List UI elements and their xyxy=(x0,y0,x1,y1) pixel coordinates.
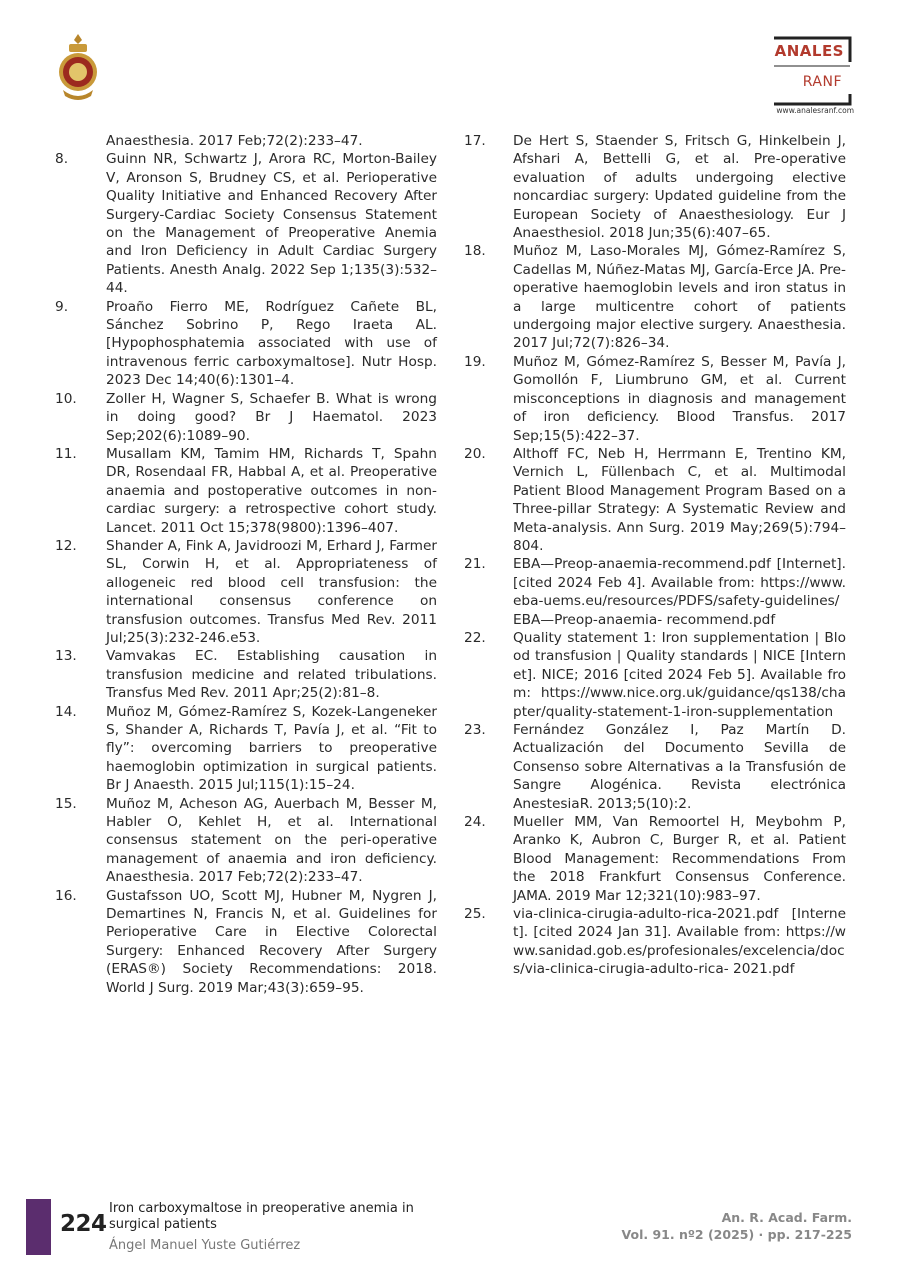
footer-accent-bar xyxy=(26,1199,51,1255)
reference-item xyxy=(464,353,846,445)
references-left-column xyxy=(55,132,437,997)
reference-text: Muñoz M, Laso-Morales MJ, Gómez-Ramírez S, Cadellas M, Núñez-Matas MJ, García-Erce JA. Pre-operative haemoglobin levels and iron status in a large multicentre cohort of patients undergoing major elective surgery. Anaesthesia. 2017 Jul;72(7):826–34. xyxy=(513,243,846,352)
reference-item xyxy=(464,629,846,721)
reference-item xyxy=(55,887,437,997)
footer-journal-info xyxy=(622,1209,853,1243)
reference-number: 21. xyxy=(464,556,486,573)
references-right-column xyxy=(464,132,846,979)
reference-number: 16. xyxy=(55,887,77,904)
reference-number: 20. xyxy=(464,445,486,462)
reference-item xyxy=(464,242,846,352)
journal-name: An. R. Acad. Farm. xyxy=(721,1210,852,1225)
reference-text: Althoff FC, Neb H, Herrmann E, Trentino KM, Vernich L, Füllenbach C, et al. Multimodal Patient Blood Management Program Based on a Three-pillar Strategy: A Systematic Review and Meta-analysis. Ann Surg. 2019 May;269(5):794–804. xyxy=(513,445,846,554)
reference-text: Vamvakas EC. Establishing causation in transfusion medicine and related tribulations. Transfus Med Rev. 2011 Apr;25(2):81–8. xyxy=(106,648,437,702)
reference-item xyxy=(464,445,846,555)
reference-number: 10. xyxy=(55,390,77,407)
reference-item xyxy=(55,795,437,887)
reference-item xyxy=(464,132,846,242)
reference-text: via-clinica-cirugia-adulto-rica-2021.pdf [Internet]. [cited 2024 Jan 31]. Available from: https://www.sanidad.gob.es/profesionales/excelencia/docs/via-clinica-cirugia-adulto-rica- 2021.pdf xyxy=(513,906,846,978)
reference-number: 18. xyxy=(464,243,486,260)
journal-volume: Vol. 91. nº2 (2025) · pp. 217-225 xyxy=(621,1227,852,1242)
reference-item xyxy=(55,150,437,297)
reference-number: 23. xyxy=(464,722,486,738)
reference-continuation: Anaesthesia. 2017 Feb;72(2):233–47. xyxy=(106,133,363,149)
reference-number: 11. xyxy=(55,445,77,462)
reference-number: 24. xyxy=(464,814,486,831)
reference-number: 14. xyxy=(55,703,77,720)
reference-item xyxy=(55,445,437,537)
reference-text: Quality statement 1: Iron supplementation | Blood transfusion | Quality standards | NICE [Internet]. NICE; 2016 [cited 2024 Feb 5]. Available from: https://www.nice.org.uk/guidance/qs138/chapter/quality-statement-1-iron-supplementation xyxy=(513,629,846,720)
reference-item xyxy=(464,905,846,979)
reference-text: Zoller H, Wagner S, Schaefer B. What is wrong in doing good? Br J Haematol. 2023 Sep;202(6):1089–90. xyxy=(106,390,437,444)
reference-text: Muñoz M, Gómez-Ramírez S, Besser M, Pavía J, Gomollón F, Liumbruno GM, et al. Current misconceptions in diagnosis and management of iron deficiency. Blood Transfus. 2017 Sep;15(5):422–37. xyxy=(513,353,846,444)
reference-number: 22. xyxy=(464,629,486,646)
reference-number: 13. xyxy=(55,648,77,665)
reference-text: Fernández González I, Paz Martín D. Actualización del Documento Sevilla de Consenso sobre Alternativas a la Transfusión de Sangre Alogénica. Revista electrónica AnestesiaR. 2013;5(10):2. xyxy=(513,722,846,812)
reference-text: Shander A, Fink A, Javidroozi M, Erhard J, Farmer SL, Corwin H, et al. Appropriateness of allogeneic red blood cell transfusion: the international consensus conference on transfusion outcomes. Transfus Med Rev. 2011 Jul;25(3):232-246.e53. xyxy=(106,537,437,646)
reference-number: 15. xyxy=(55,795,77,812)
academy-crest-icon xyxy=(55,32,101,104)
logo-url: www.analesranf.com xyxy=(776,106,854,115)
reference-text: EBA—Preop-anaemia-recommend.pdf [Internet]. [cited 2024 Feb 4]. Available from: https://www.eba-uems.eu/resources/PDFS/safety-guidelines/EBA—Preop-anaemia- recommend.pdf xyxy=(513,556,846,628)
reference-item xyxy=(464,813,846,905)
footer-author: Ángel Manuel Yuste Gutiérrez xyxy=(109,1238,301,1253)
reference-item xyxy=(55,537,437,647)
anales-ranf-logo xyxy=(738,36,854,118)
reference-item xyxy=(464,555,846,629)
reference-item xyxy=(55,647,437,702)
reference-number: 8. xyxy=(55,151,69,168)
page-number: 224 xyxy=(60,1211,107,1237)
logo-text-anales: ANALES xyxy=(774,42,844,60)
reference-number: 12. xyxy=(55,537,77,554)
reference-text: Mueller MM, Van Remoortel H, Meybohm P, Aranko K, Aubron C, Burger R, et al. Patient Blood Management: Recommendations From the 2018 Frankfurt Consensus Conference. JAMA. 2019 Mar 12;321(10):983–97. xyxy=(513,814,846,904)
logo-text-ranf: RANF xyxy=(802,74,842,90)
reference-item xyxy=(55,703,437,795)
reference-text: Muñoz M, Acheson AG, Auerbach M, Besser M, Habler O, Kehlet H, et al. International consensus statement on the peri-operative management of anaemia and iron deficiency. Anaesthesia. 2017 Feb;72(2):233–47. xyxy=(106,795,437,886)
reference-text: Guinn NR, Schwartz J, Arora RC, Morton-Bailey V, Aronson S, Brudney CS, et al. Perioperative Quality Initiative and Enhanced Recovery After Surgery-Cardiac Society Consensus Statement on the Management of Preoperative Anemia and Iron Deficiency in Adult Cardiac Surgery Patients. Anesth Analg. 2022 Sep 1;135(3):532–44. xyxy=(106,151,437,297)
reference-number: 9. xyxy=(55,298,69,315)
reference-text: Musallam KM, Tamim HM, Richards T, Spahn DR, Rosendaal FR, Habbal A, et al. Preoperative anaemia and postoperative outcomes in non-cardiac surgery: a retrospective cohort study. Lancet. 2011 Oct 15;378(9800):1396–407. xyxy=(106,445,437,536)
reference-number: 17. xyxy=(464,133,486,149)
reference-text: De Hert S, Staender S, Fritsch G, Hinkelbein J, Afshari A, Bettelli G, et al. Pre-operative evaluation of adults undergoing elective noncardiac surgery: Updated guideline from the European Society of Anaesthesiology. Eur J Anaesthesiol. 2018 Jun;35(6):407–65. xyxy=(513,133,846,242)
reference-text: Gustafsson UO, Scott MJ, Hubner M, Nygren J, Demartines N, Francis N, et al. Guidelines for Perioperative Care in Elective Colorectal Surgery: Enhanced Recovery After Surgery (ERAS®) Society Recommendations: 2018. World J Surg. 2019 Mar;43(3):659–95. xyxy=(106,887,437,996)
reference-text: Proaño Fierro ME, Rodríguez Cañete BL, Sánchez Sobrino P, Rego Iraeta AL. [Hypophosphatemia associated with use of intravenous ferric carboxymaltose]. Nutr Hosp. 2023 Dec 14;40(6):1301–4. xyxy=(106,298,437,389)
footer-article-title: Iron carboxymaltose in preoperative anemia in surgical patients xyxy=(109,1201,414,1232)
reference-number: 19. xyxy=(464,353,486,370)
reference-item xyxy=(55,390,437,445)
reference-text: Muñoz M, Gómez-Ramírez S, Kozek-Langeneker S, Shander A, Richards T, Pavía J, et al. “Fit to fly”: overcoming barriers to preoperative haemoglobin optimization in surgical patients. Br J Anaesth. 2015 Jul;115(1):15–24. xyxy=(106,703,437,794)
reference-number: 25. xyxy=(464,906,486,923)
reference-item xyxy=(464,721,846,813)
reference-item xyxy=(55,298,437,390)
